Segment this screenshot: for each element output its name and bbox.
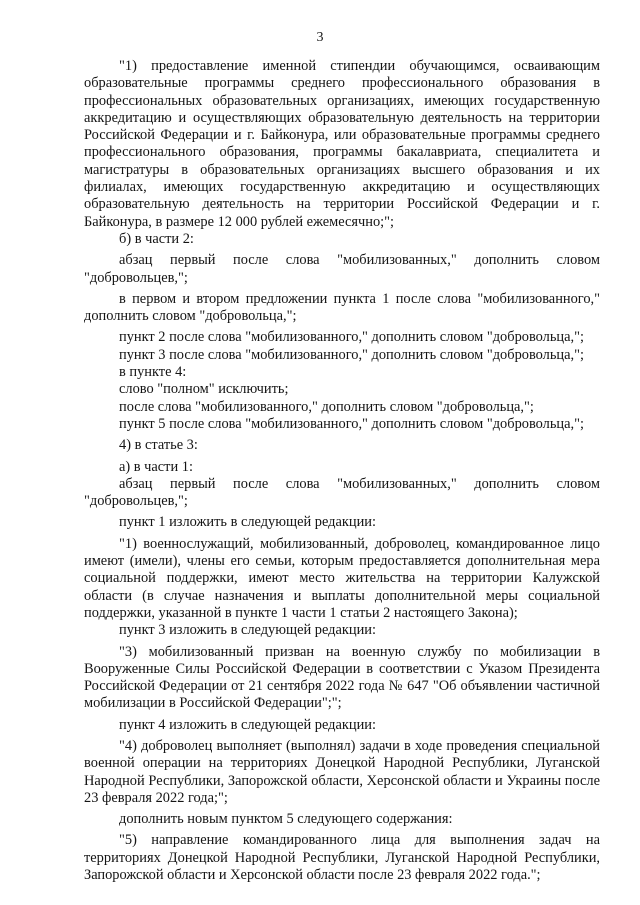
- paragraph-part2-heading: б) в части 2:: [119, 230, 194, 247]
- document-body: [84, 58, 600, 884]
- paragraph: пункт 1 изложить в следующей редакции:: [119, 514, 376, 531]
- paragraph-clause-1: "1) военнослужащий, мобилизованный, доброволец, командированное лицо имеют (имели), члены его семьи, которым предоставляется дополнительная мера социальной поддержки, имеют место жительства на территории Калужской области (в случае назначения и выплаты дополнительной меры социальной поддержки, указанной в пункте 1 части 1 статьи 2 настоящего Закона);: [84, 535, 600, 621]
- paragraph: после слова "мобилизованного," дополнить словом "добровольца,";: [119, 398, 534, 415]
- paragraph: пункт 5 после слова "мобилизованного," дополнить словом "добровольца,";: [119, 415, 584, 432]
- paragraph-clause-3: "3) мобилизованный призван на военную службу по мобилизации в Вооруженные Силы Российской Федерации в соответствии с Указом Президента Российской Федерации от 21 сентября 2022 года № 647 "Об объявлении частичной мобилизации в Российской Федерации";";: [84, 643, 600, 712]
- page-number: 3: [316, 30, 324, 45]
- paragraph: абзац первый после слова "мобилизованных," дополнить словом "добровольцев,";: [84, 252, 600, 286]
- paragraph: пункт 4 изложить в следующей редакции:: [119, 716, 376, 733]
- paragraph: в пункте 4:: [119, 364, 187, 381]
- paragraph: в первом и втором предложении пункта 1 после слова "мобилизованного," дополнить словом "добровольца,";: [84, 290, 600, 325]
- paragraph-stipend-clause: "1) предоставление именной стипендии обучающимся, осваивающим образовательные программы среднего профессионального образования в профессиональных образовательных организациях, имеющих государственную аккредитацию и осуществляющих образовательную деятельность на территории Российской Федерации и г. Байконура, или образовательные программы среднего профессионального образования, программы бакалавриата, специалитета и магистратуры в образовательных организациях высшего образования и их филиалах, имеющих государственную аккредитацию и осуществляющих образовательную деятельность на территории Российской Федерации и г. Байконура, в размере 12 000 рублей ежемесячно;";: [84, 58, 600, 230]
- paragraph: пункт 3 изложить в следующей редакции:: [119, 622, 376, 639]
- paragraph: слово "полном" исключить;: [119, 381, 289, 398]
- paragraph: пункт 3 после слова "мобилизованного," дополнить словом "добровольца,";: [119, 346, 584, 363]
- paragraph: абзац первый после слова "мобилизованных," дополнить словом "добровольцев,";: [84, 475, 600, 510]
- paragraph-article3-heading: 4) в статье 3:: [119, 437, 198, 454]
- paragraph-part1-heading: а) в части 1:: [119, 458, 193, 475]
- paragraph: дополнить новым пунктом 5 следующего содержания:: [119, 811, 453, 828]
- paragraph-clause-4: "4) доброволец выполняет (выполнял) задачи в ходе проведения специальной военной операции на территориях Донецкой Народной Республики, Луганской Народной Республики, Запорожской области, Херсонской области и Украины после 23 февраля 2022 года;";: [84, 737, 600, 806]
- paragraph-clause-5: "5) направление командированного лица для выполнения задач на территориях Донецкой Народной Республики, Луганской Народной Республики, Запорожской области и Херсонской области после 23 февраля 2022 года.";: [84, 832, 600, 884]
- paragraph: пункт 2 после слова "мобилизованного," дополнить словом "добровольца,";: [119, 329, 584, 346]
